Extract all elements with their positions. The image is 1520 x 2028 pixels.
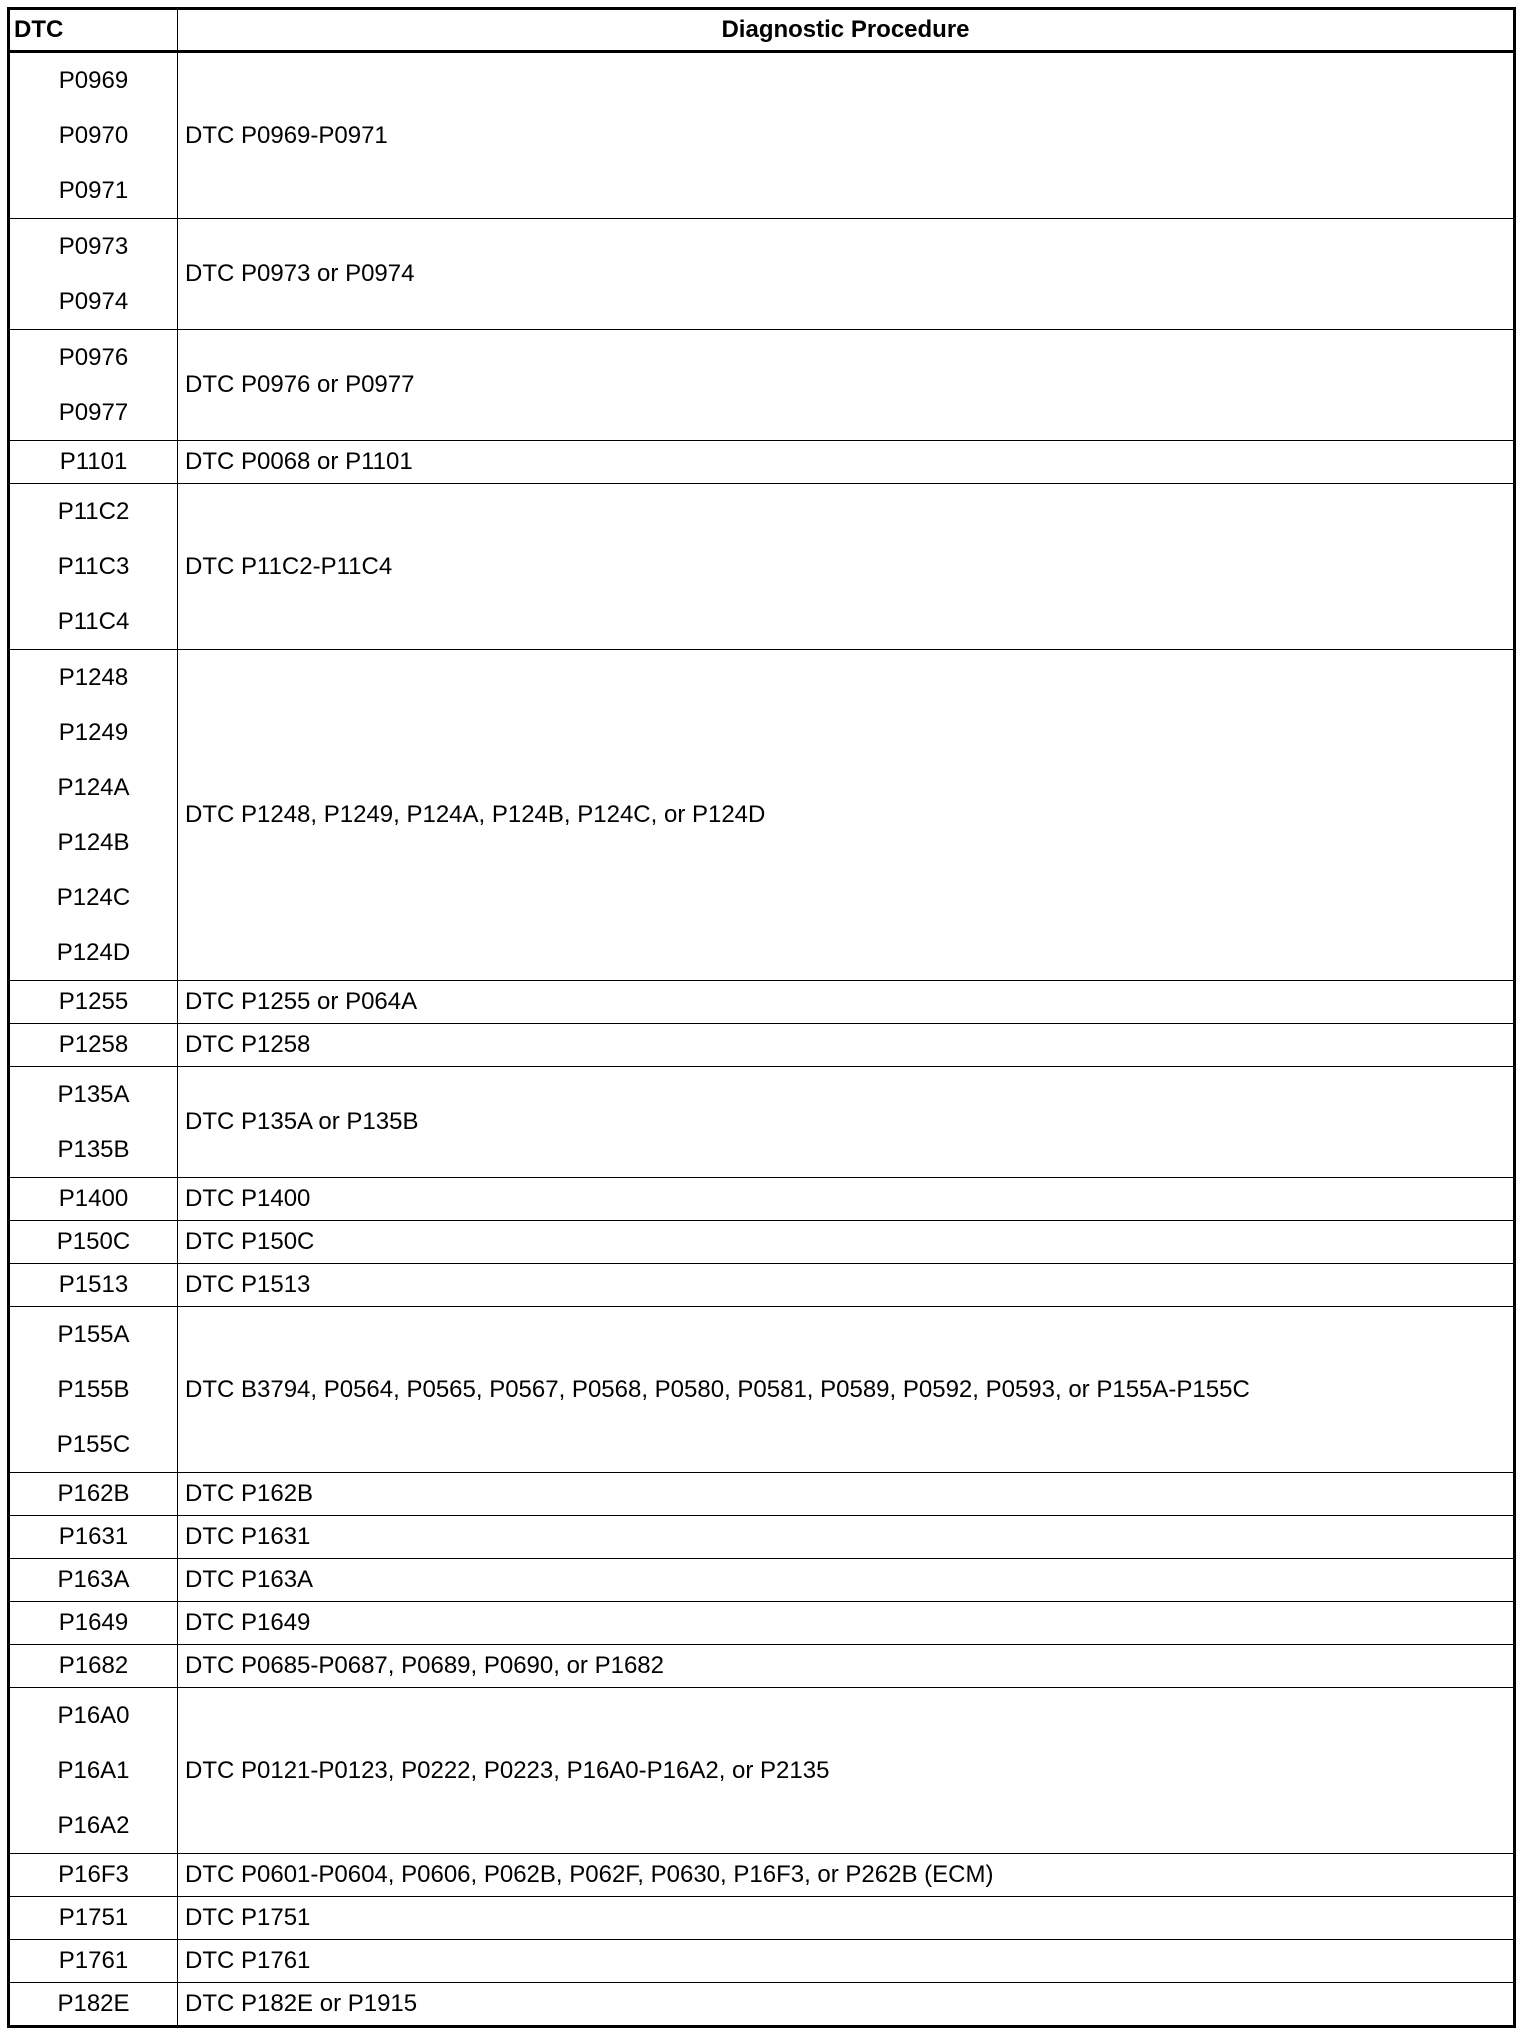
dtc-code: P1258 [58, 1031, 129, 1058]
dtc-code: P0973 [58, 232, 129, 260]
table-row [9, 441, 1515, 484]
dtc-cell [9, 1264, 178, 1307]
dtc-cell [9, 1473, 178, 1516]
table-row [9, 1983, 1515, 2027]
table-row [9, 1067, 1515, 1178]
header-procedure: Diagnostic Procedure [178, 9, 1515, 52]
dtc-code: P1255 [58, 988, 129, 1015]
dtc-cell [9, 1854, 178, 1897]
procedure-cell: DTC P150C [178, 1221, 1515, 1264]
header-row [9, 9, 1515, 52]
dtc-cell [9, 981, 178, 1024]
procedure-cell: DTC P0685-P0687, P0689, P0690, or P1682 [178, 1645, 1515, 1688]
dtc-cell [9, 330, 178, 441]
dtc-cell [9, 1645, 178, 1688]
dtc-cell [9, 1897, 178, 1940]
dtc-code: P1400 [58, 1185, 129, 1212]
dtc-code: P162B [57, 1480, 130, 1507]
dtc-code: P124B [57, 828, 130, 856]
procedure-cell: DTC P1255 or P064A [178, 981, 1515, 1024]
procedure-cell: DTC P0973 or P0974 [178, 219, 1515, 330]
table-row [9, 1516, 1515, 1559]
procedure-cell: DTC P0068 or P1101 [178, 441, 1515, 484]
dtc-cell [9, 1602, 178, 1645]
table-row [9, 219, 1515, 330]
table-row [9, 1688, 1515, 1854]
table-row [9, 1940, 1515, 1983]
dtc-code: P1631 [58, 1523, 129, 1550]
dtc-code: P1761 [58, 1947, 129, 1974]
table-row [9, 1307, 1515, 1473]
table-row [9, 1024, 1515, 1067]
dtc-code: P16A0 [57, 1701, 130, 1729]
table-row [9, 981, 1515, 1024]
dtc-code: P182E [57, 1990, 130, 2017]
dtc-cell [9, 484, 178, 650]
dtc-cell [9, 1688, 178, 1854]
dtc-code: P0970 [58, 121, 129, 149]
dtc-code: P124A [57, 773, 130, 801]
table-row [9, 1221, 1515, 1264]
dtc-code: P1248 [58, 663, 129, 691]
dtc-code: P11C2 [57, 497, 130, 525]
table-row [9, 1178, 1515, 1221]
dtc-code: P16F3 [58, 1861, 129, 1888]
dtc-code: P11C3 [57, 552, 130, 580]
dtc-cell [9, 1178, 178, 1221]
dtc-code: P155B [57, 1375, 130, 1403]
dtc-code: P155A [57, 1320, 130, 1348]
table-row [9, 52, 1515, 219]
procedure-cell: DTC P1248, P1249, P124A, P124B, P124C, or P124D [178, 650, 1515, 981]
table-header [9, 9, 1515, 52]
dtc-cell [9, 1559, 178, 1602]
table-body [9, 52, 1515, 2027]
table-row [9, 1602, 1515, 1645]
dtc-cell [9, 1516, 178, 1559]
table-row [9, 650, 1515, 981]
dtc-code: P0977 [58, 398, 129, 426]
procedure-cell: DTC P162B [178, 1473, 1515, 1516]
dtc-cell [9, 441, 178, 484]
dtc-cell [9, 219, 178, 330]
procedure-cell: DTC P1400 [178, 1178, 1515, 1221]
dtc-code: P124D [56, 938, 131, 966]
dtc-code: P1249 [58, 718, 129, 746]
dtc-cell [9, 1983, 178, 2027]
procedure-cell: DTC B3794, P0564, P0565, P0567, P0568, P0580, P0581, P0589, P0592, P0593, or P155A-P155C [178, 1307, 1515, 1473]
procedure-cell: DTC P0121-P0123, P0222, P0223, P16A0-P16A2, or P2135 [178, 1688, 1515, 1854]
dtc-code: P11C4 [57, 607, 130, 635]
dtc-code: P1649 [58, 1609, 129, 1636]
dtc-code: P163A [57, 1566, 130, 1593]
procedure-cell: DTC P0976 or P0977 [178, 330, 1515, 441]
procedure-cell: DTC P1761 [178, 1940, 1515, 1983]
dtc-code: P1513 [58, 1271, 129, 1298]
procedure-cell: DTC P1258 [178, 1024, 1515, 1067]
dtc-code: P1682 [58, 1652, 129, 1679]
dtc-code: P1101 [59, 448, 128, 475]
table-row [9, 1897, 1515, 1940]
dtc-code: P0969 [58, 66, 129, 94]
dtc-cell [9, 1024, 178, 1067]
dtc-code: P155C [56, 1430, 131, 1458]
dtc-code: P124C [56, 883, 131, 911]
dtc-cell [9, 650, 178, 981]
dtc-cell [9, 1940, 178, 1983]
table-row [9, 1645, 1515, 1688]
table-row [9, 1559, 1515, 1602]
procedure-cell: DTC P1513 [178, 1264, 1515, 1307]
dtc-code: P16A1 [57, 1756, 130, 1784]
dtc-cell [9, 1307, 178, 1473]
header-dtc: DTC [9, 9, 178, 52]
dtc-cell [9, 1221, 178, 1264]
dtc-table [7, 7, 1516, 2028]
dtc-code: P135A [57, 1080, 130, 1108]
dtc-code: P1751 [58, 1904, 129, 1931]
table-row [9, 330, 1515, 441]
dtc-cell [9, 1067, 178, 1178]
table-row [9, 1854, 1515, 1897]
procedure-cell: DTC P135A or P135B [178, 1067, 1515, 1178]
procedure-cell: DTC P163A [178, 1559, 1515, 1602]
dtc-code: P135B [57, 1135, 130, 1163]
dtc-code: P16A2 [57, 1811, 130, 1839]
dtc-code: P0971 [58, 176, 129, 204]
dtc-code: P150C [56, 1228, 131, 1255]
dtc-code: P0976 [58, 343, 129, 371]
procedure-cell: DTC P1751 [178, 1897, 1515, 1940]
dtc-code: P0974 [58, 287, 129, 315]
procedure-cell: DTC P1631 [178, 1516, 1515, 1559]
procedure-cell: DTC P0969-P0971 [178, 52, 1515, 219]
procedure-cell: DTC P182E or P1915 [178, 1983, 1515, 2027]
procedure-cell: DTC P1649 [178, 1602, 1515, 1645]
procedure-cell: DTC P0601-P0604, P0606, P062B, P062F, P0630, P16F3, or P262B (ECM) [178, 1854, 1515, 1897]
dtc-cell [9, 52, 178, 219]
table-row [9, 1473, 1515, 1516]
procedure-cell: DTC P11C2-P11C4 [178, 484, 1515, 650]
table-row [9, 1264, 1515, 1307]
table-row [9, 484, 1515, 650]
